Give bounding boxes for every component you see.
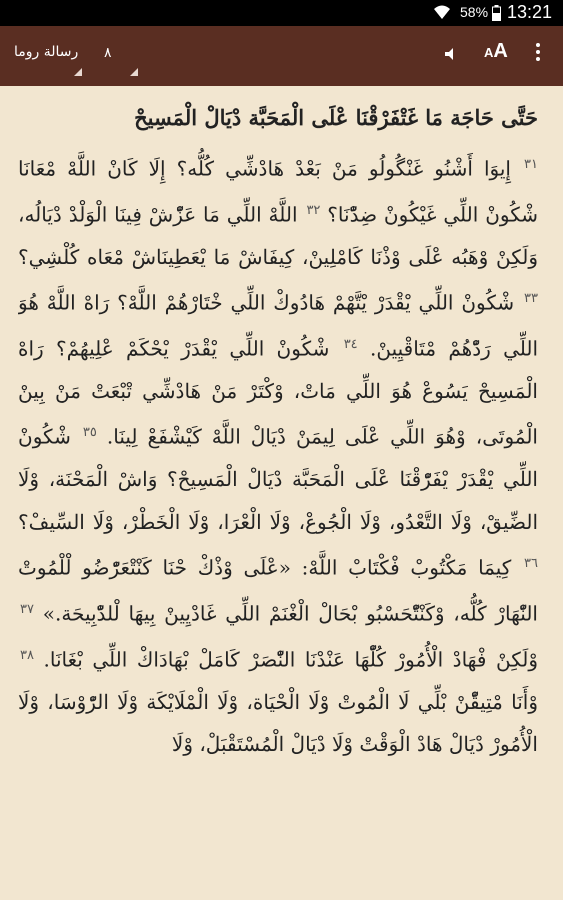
verse-number: ٣٦ [524, 555, 538, 571]
verse-number: ٣٨ [20, 647, 34, 663]
font-big-a: A [493, 40, 508, 62]
verse-number: ٣٥ [82, 425, 97, 441]
chapter-content [18, 92, 538, 900]
verse-text[interactable]: وْلَكِنْ فْهَادْ الْأُمُورْ كُلّْهَا عَنْدْنَا النّْصَرْ كَامَلْ بْهَادَاكْ اللِّي بْغَانَا. [43, 647, 538, 672]
verse-text[interactable]: كِيمَا مَكْتُوبْ فْكْتَابْ اللَّهْ: «عْلَى وْذْكْ حْنَا كَنْتْعَرّْضُو لْلْمُوتْ النّْهَارْ كُلُّه، وْكَنْتّْحَسْبُو بْحَالْ الْغْنَمْ اللِّي غَادْيِينْ بِيهَا لْلدّْبِيحَة.» [18, 555, 538, 626]
battery-icon [492, 5, 501, 21]
verse-text[interactable]: شْكُونْ اللِّي يْقْدَرْ يْحْكَمْ عْلِيهُمْ؟ رَاهْ الْمَسِيحْ يَسُوعْ هُوَ اللِّي مَاتْ، وْكْتَرْ مَنْ هَادْشِّي تْبْعَتْ مَنْ بِينْ الْمُوتَى، وْهُوَ اللِّي عْلَى لِيمَنْ دْيَالْ اللَّهْ كَيْشْفَعْ لِينَا. [18, 336, 538, 450]
status-bar [0, 0, 563, 26]
verse-number: ٣٣ [524, 291, 538, 307]
verse-paragraph [18, 144, 538, 765]
chapter-selector[interactable]: ٨ [104, 44, 112, 60]
app-toolbar [0, 26, 563, 86]
clock: 13:21 [507, 2, 553, 22]
verse-text[interactable]: وْأَنَا مْتِيقّْنْ بْلِّي لَا الْمُوتْ وْلَا الْحْيَاة، وْلَا الْمْلَايْكَة وْلَا الرّْوْسَا، وْلَا الْأُمُورْ دْيَالْ هَادْ الْوَقْتْ وْلَا دْيَالْ الْمُسْتَقْبَلْ، وْلَا [18, 689, 538, 757]
verse-number: ٣٧ [20, 601, 34, 617]
verse-text[interactable]: إِيوَا أَشْنُو غَنْگُولُو مَنْ بَعْدْ هَادْشِّي كُلُّه؟ إِلَا كَانْ اللَّهْ مْعَانَا شْكُونْ اللِّي غَيْكُونْ ضِدّْنَا؟ [18, 156, 538, 227]
verse-text[interactable]: شْكُونْ اللِّي يْقْدَرْ يْتَّهْمْ هَادُوكْ اللِّي خْتَارْهُمْ اللَّهْ؟ رَاهْ اللَّهْ هُوَ اللِّي رَدّْهُمْ مْتَاقْيِينْ. [18, 290, 538, 361]
verse-text[interactable]: اللَّهْ اللِّي مَا عَزّْشْ فِينَا الْوَلْدْ دْيَالُه، وَلَكِنْ وْهَبُه عْلَى وْذْنَا كَامْلِينْ، كِيفَاشْ مَا يْعَطِينَاشْ مْعَاه كُلْشِي؟ [18, 202, 538, 269]
section-heading: حَتَّى حَاجَة مَا غَتْفَرْقْنَا عْلَى الْمَحَبَّة دْيَالْ الْمَسِيحْ [134, 105, 538, 130]
wifi-icon [433, 4, 451, 20]
verse-number: ٣٢ [306, 202, 321, 218]
book-selector[interactable]: رسالة روما [14, 44, 79, 60]
book-dropdown-icon [74, 68, 82, 76]
battery-percent: 58% [460, 4, 489, 20]
font-size-button[interactable] [484, 40, 508, 63]
chapter-dropdown-icon [130, 68, 138, 76]
audio-icon[interactable] [442, 46, 458, 62]
font-small-a: A [484, 45, 494, 60]
verse-text[interactable]: شْكُونْ اللِّي يْقْدَرْ يْفَرّْقْنَا عْلَى الْمَحَبَّة دْيَالْ الْمَسِيحْ؟ وَاشْ الْمَحْنَة، وْلَا الضِّيقْ، وْلَا التَّعْدُو، وْلَا الْجُوعْ، وْلَا الْعْرَا، وْلَا الْخَطْرْ، وْلَا السِّيفْ؟ [18, 425, 538, 534]
verse-number: ٣٤ [343, 337, 358, 353]
more-options-icon[interactable] [533, 43, 543, 65]
verse-number: ٣١ [524, 157, 538, 172]
